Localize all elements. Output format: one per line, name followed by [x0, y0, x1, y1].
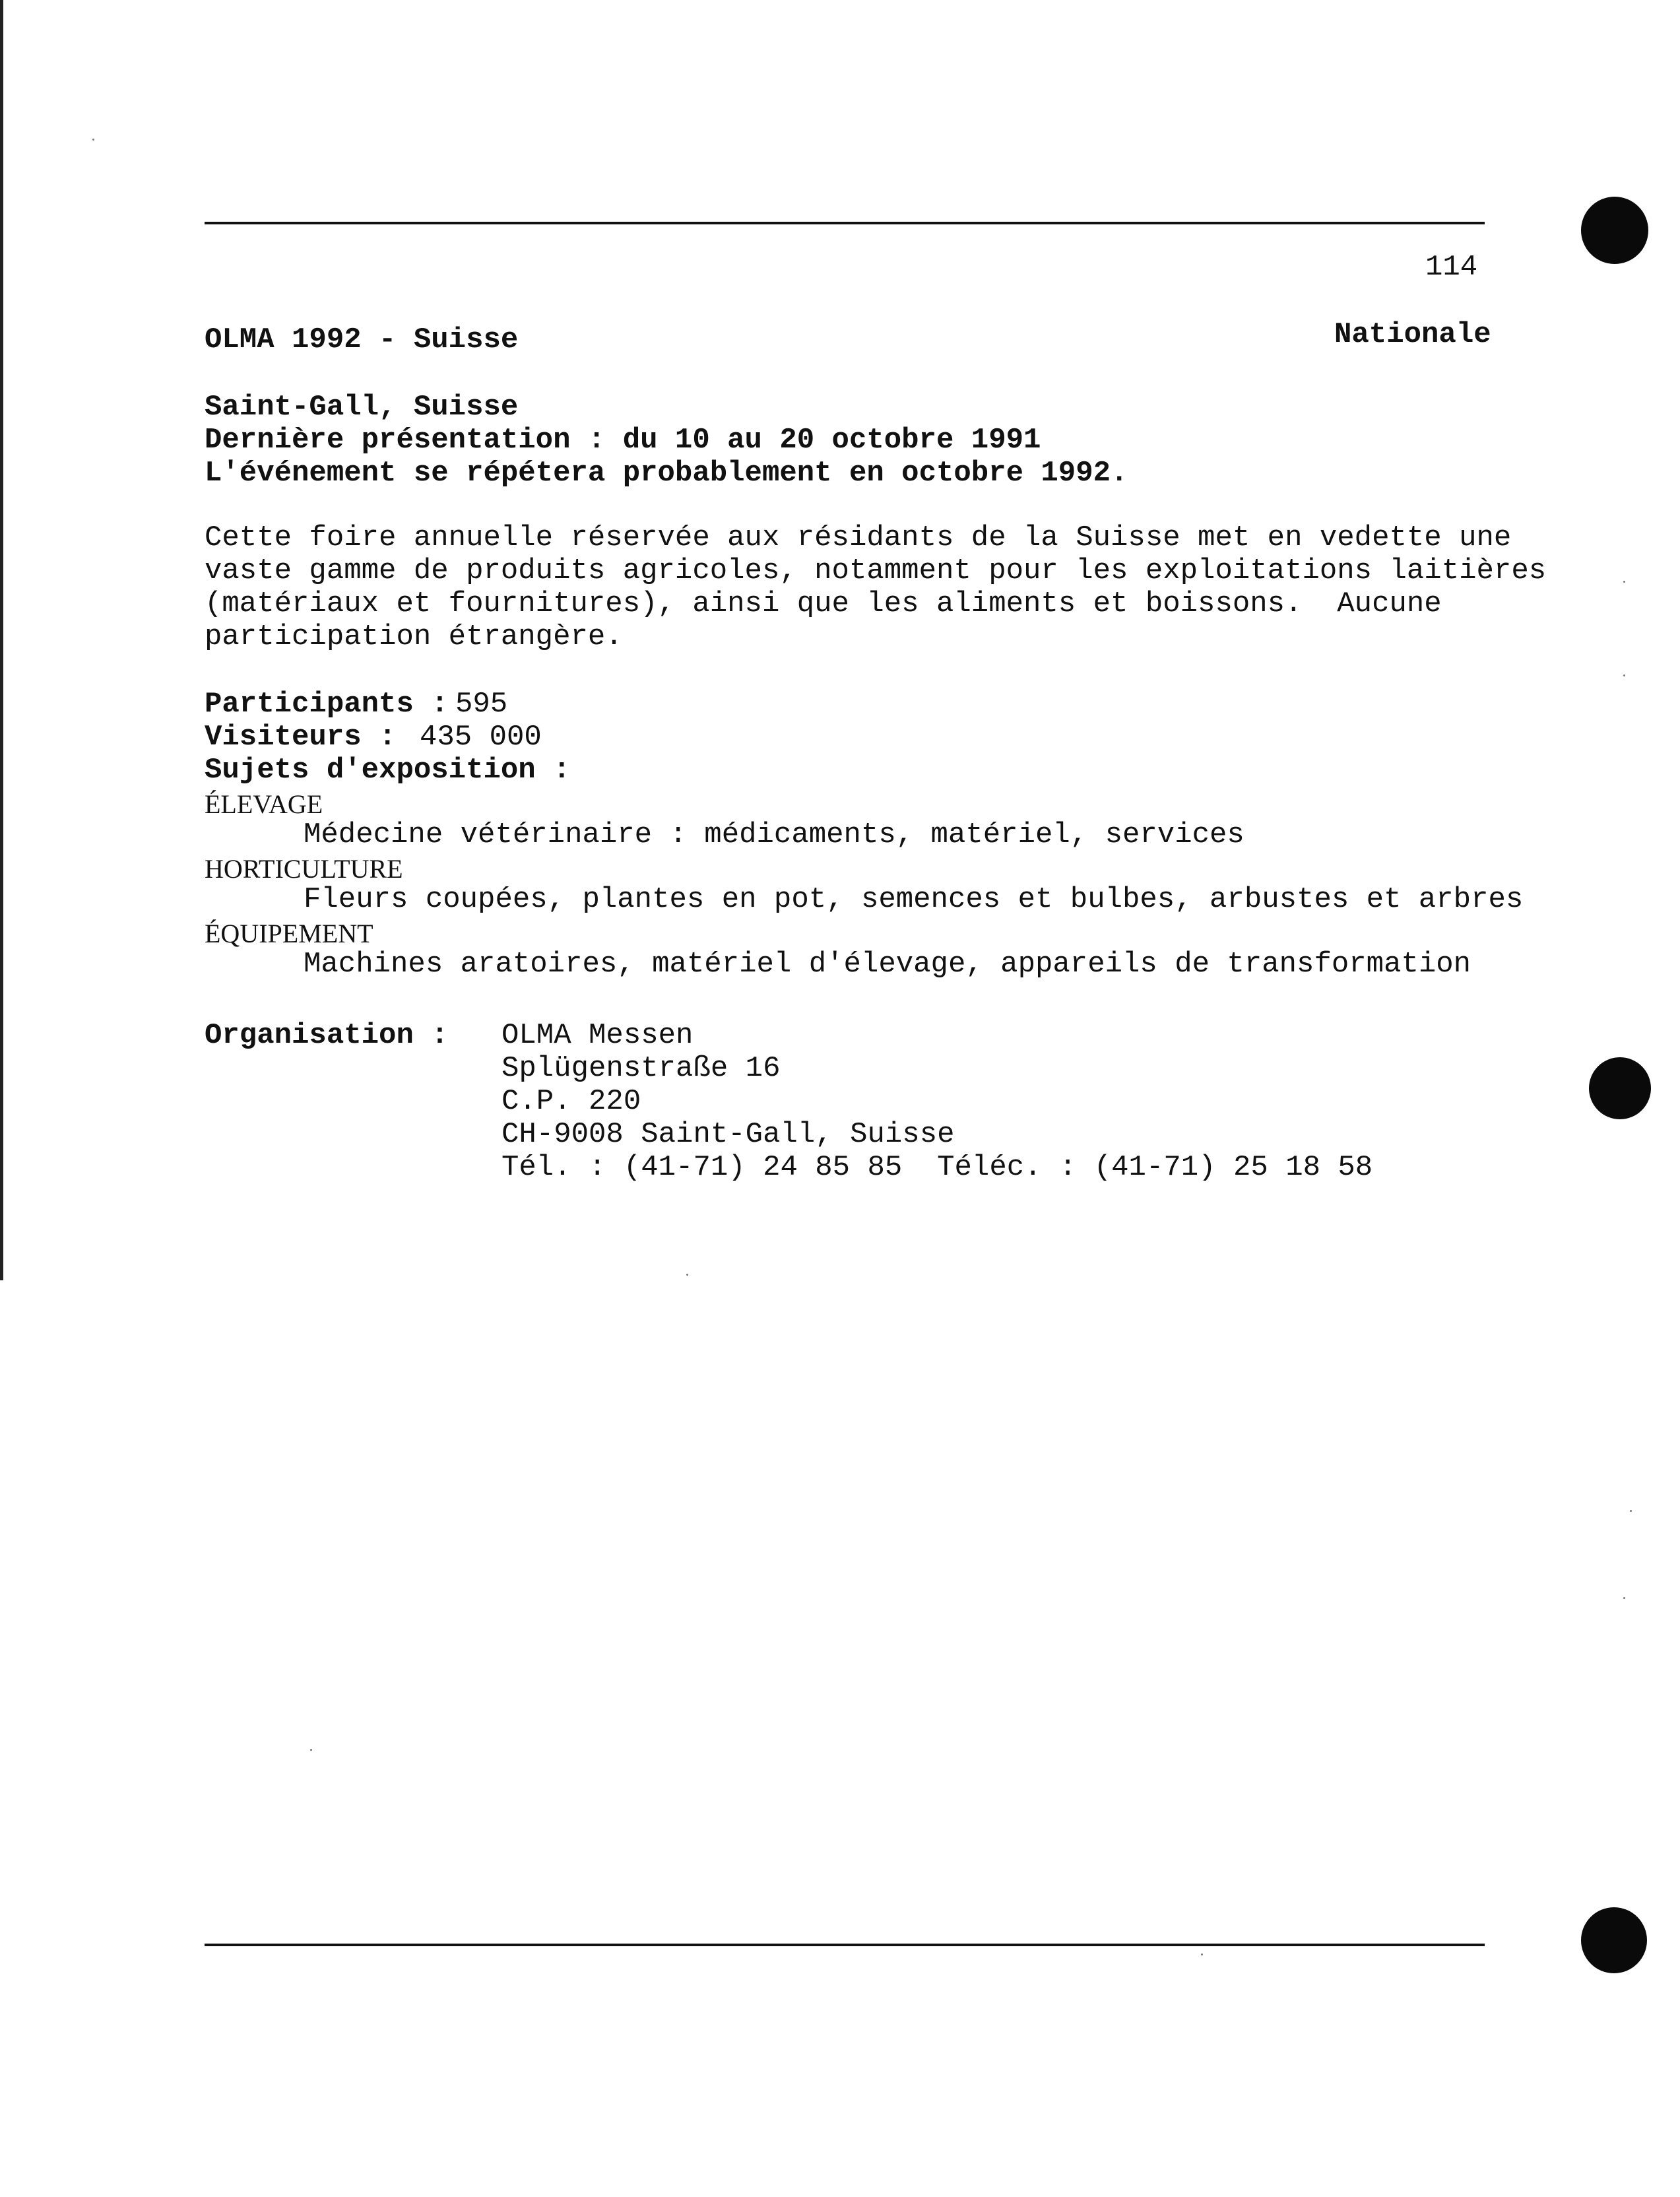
scan-speck: [1630, 1510, 1632, 1512]
visitors-value: 435 000: [420, 721, 542, 754]
punch-hole-top: [1581, 197, 1648, 264]
description-line: (matériaux et fournitures), ainsi que les aliments et boissons. Aucune: [205, 587, 1442, 620]
scan-speck: [1623, 1597, 1625, 1599]
subject-category: HORTICULTURE: [205, 854, 403, 884]
scan-speck: [1201, 1953, 1203, 1955]
organisation-street: Splügenstraße 16: [501, 1052, 781, 1085]
scan-speck: [1623, 674, 1625, 676]
subject-category: ÉQUIPEMENT: [205, 919, 373, 948]
participants-label: Participants :: [205, 688, 449, 721]
page-number: 114: [1425, 251, 1478, 284]
event-category: Nationale: [1334, 318, 1491, 351]
description-line: vaste gamme de produits agricoles, notamment pour les exploitations laitières: [205, 554, 1547, 587]
punch-hole-bottom: [1581, 1907, 1647, 1973]
punch-hole-middle: [1589, 1057, 1651, 1119]
last-presentation: Dernière présentation : du 10 au 20 octobre 1991: [205, 424, 1041, 457]
scan-speck: [310, 1749, 312, 1751]
scan-speck: [1623, 581, 1625, 583]
organisation-contact: Tél. : (41-71) 24 85 85 Téléc. : (41-71) 25 18 58: [501, 1151, 1373, 1184]
scan-speck: [92, 139, 94, 141]
organisation-city: CH-9008 Saint-Gall, Suisse: [501, 1118, 955, 1151]
participants-value: 595: [455, 688, 508, 721]
subject-detail: Médecine vétérinaire : médicaments, matériel, services: [304, 818, 1244, 851]
top-rule: [205, 222, 1485, 224]
organisation-po-box: C.P. 220: [501, 1085, 641, 1118]
subject-detail: Fleurs coupées, plantes en pot, semences et bulbes, arbustes et arbres: [304, 883, 1524, 916]
organisation-label: Organisation :: [205, 1019, 449, 1052]
scan-speck: [686, 1274, 688, 1276]
description-line: Cette foire annuelle réservée aux résidants de la Suisse met en vedette une: [205, 521, 1512, 554]
event-title: OLMA 1992 - Suisse: [205, 323, 519, 356]
recurrence-note: L'événement se répétera probablement en octobre 1992.: [205, 457, 1128, 490]
subjects-label: Sujets d'exposition :: [205, 754, 571, 787]
event-location: Saint-Gall, Suisse: [205, 391, 519, 424]
subject-category: ÉLEVAGE: [205, 789, 323, 819]
description-line: participation étrangère.: [205, 620, 623, 653]
organisation-name: OLMA Messen: [501, 1019, 694, 1052]
subject-detail: Machines aratoires, matériel d'élevage, appareils de transformation: [304, 948, 1471, 981]
scan-left-edge: [0, 0, 3, 1280]
visitors-label: Visiteurs :: [205, 721, 397, 754]
bottom-rule: [205, 1944, 1485, 1946]
